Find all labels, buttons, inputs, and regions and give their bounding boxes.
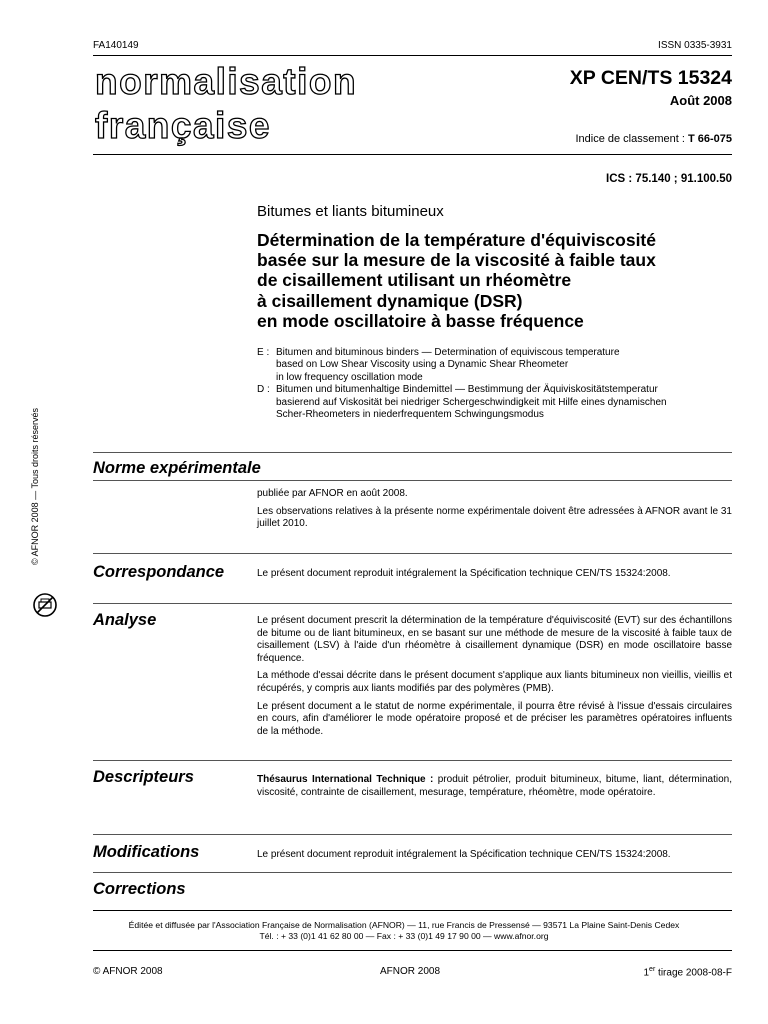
standard-number: XP CEN/TS 15324	[569, 67, 732, 89]
section-rule	[93, 553, 732, 554]
english-line-3: in low frequency oscillation mode	[276, 371, 423, 383]
document-subtitle: Bitumes et liants bitumineux	[257, 203, 444, 220]
document-title	[257, 230, 656, 331]
english-title	[257, 347, 737, 384]
title-line-4: à cisaillement dynamique (DSR)	[257, 290, 523, 311]
footer-tirage	[643, 966, 732, 978]
footer-center: AFNOR 2008	[380, 966, 441, 977]
publication-date: Août 2008	[669, 93, 732, 108]
correspondance-heading: Correspondance	[93, 563, 225, 581]
publisher-line-2: Tél. : + 33 (0)1 41 62 80 00 — Fax : + 33 (0)1 49 17 90 00 — www.afnor.org	[259, 931, 549, 941]
vertical-copyright: © AFNOR 2008 — Tous droits réservés	[30, 407, 40, 565]
header-rule	[93, 55, 732, 56]
corrections-heading: Corrections	[93, 880, 186, 898]
analyse-body	[257, 615, 732, 743]
title-line-3: de cisaillement utilisant un rhéomètre	[257, 270, 572, 291]
tirage-superscript: er	[649, 966, 656, 973]
descripteurs-label: Thésaurus International Technique :	[257, 774, 434, 785]
classement-label: Indice de classement :	[575, 133, 685, 145]
analyse-paragraph-1: Le présent document prescrit la détermination de la température d'équiviscosité (EVT) sur des échantillons de bitume ou de liant bitumineux, en se basant sur une méthode de mesure de la viscosité à faible taux de cisaillement (LSV) à l'aide d'un rhéomètre à cisaillement dynamique (DSR) en mode oscillatoire basse fréquence.	[257, 615, 732, 664]
tirage-text: tirage 2008-08-F	[655, 967, 732, 979]
descripteurs-heading: Descripteurs	[93, 768, 194, 786]
logo-rule	[93, 154, 732, 155]
section-rule	[93, 603, 732, 604]
english-line-2: based on Low Shear Viscosity using a Dynamic Shear Rheometer	[276, 359, 569, 371]
german-line-3: Scher-Rheometers in niederfrequentem Schwingungsmodus	[276, 409, 544, 421]
analyse-heading: Analyse	[93, 611, 157, 629]
title-line-1: Détermination de la température d'équiviscosité	[257, 230, 656, 250]
no-photocopy-icon	[32, 592, 58, 618]
descripteurs-body	[257, 774, 732, 799]
german-line-2: basierend auf Viskosität bei niedriger Schergeschwindigkeit mit Hilfe eines dynamischen	[276, 396, 667, 408]
section-rule	[93, 872, 732, 873]
tirage-number: 1	[643, 967, 650, 979]
footer-copyright: © AFNOR 2008	[93, 966, 163, 977]
norme-paragraph-1: publiée par AFNOR en août 2008.	[257, 488, 408, 499]
analyse-paragraph-2: La méthode d'essai décrite dans le présent document s'applique aux liants bitumineux non vieillis, vieillis et récupérés, y compris aux liants modifiés par des polymères (PMB).	[257, 670, 732, 694]
title-line-5: en mode oscillatoire à basse fréquence	[257, 310, 584, 331]
correspondance-text: Le présent document reproduit intégralement la Spécification technique CEN/TS 15324:2008.	[257, 568, 671, 579]
footer-rule	[93, 950, 732, 951]
classement-index	[575, 133, 732, 145]
logo-line-2: française	[95, 105, 271, 146]
english-line-1: Bitumen and bituminous binders — Determination of equiviscous temperature	[276, 347, 620, 358]
analyse-paragraph-3: Le présent document a le statut de norme expérimentale, il pourra être révisé à l'issue d'essais circulaires en cours, afin d'améliorer le mode opératoire proposé et de préciser les paramètres opératoires influents de la méthode.	[257, 700, 732, 737]
issn: ISSN 0335-3931	[658, 40, 732, 51]
german-code: D :	[257, 384, 270, 396]
document-reference: FA140149	[93, 40, 139, 51]
publisher-line-1: Éditée et diffusée par l'Association Française de Normalisation (AFNOR) — 11, rue Francis de Pressensé — 93571 La Plaine Saint-Denis Cedex	[128, 920, 680, 930]
section-rule	[93, 452, 732, 453]
descripteurs-text: produit pétrolier, produit bitumineux, bitume, liant, détermination, viscosité, contrainte de cisaillement, mesurage, température, rhéomètre, mode opératoire.	[257, 774, 732, 798]
title-line-2: basée sur la mesure de la viscosité à faible taux	[257, 250, 656, 271]
footer-rule	[93, 910, 732, 911]
norme-heading: Norme expérimentale	[93, 459, 261, 477]
norme-body	[257, 488, 732, 536]
section-rule	[93, 834, 732, 835]
section-rule	[93, 480, 732, 481]
german-title	[257, 384, 737, 421]
publisher-info	[40, 920, 768, 942]
german-line-1: Bitumen und bitumenhaltige Bindemittel — Bestimmung der Äquiviskositätstemperatur	[276, 384, 658, 396]
classement-value: T 66-075	[687, 133, 732, 145]
modifications-text: Le présent document reproduit intégralement la Spécification technique CEN/TS 15324:2008.	[257, 849, 671, 860]
norme-paragraph-2: Les observations relatives à la présente norme expérimentale doivent être adressées à AFNOR avant le 31 juillet 2010.	[257, 505, 732, 530]
english-code: E :	[257, 347, 270, 358]
section-rule	[93, 760, 732, 761]
ics-code: ICS : 75.140 ; 91.100.50	[606, 173, 732, 185]
modifications-heading: Modifications	[93, 843, 200, 861]
logo-line-1: normalisation	[95, 61, 358, 102]
translated-titles	[257, 347, 737, 421]
